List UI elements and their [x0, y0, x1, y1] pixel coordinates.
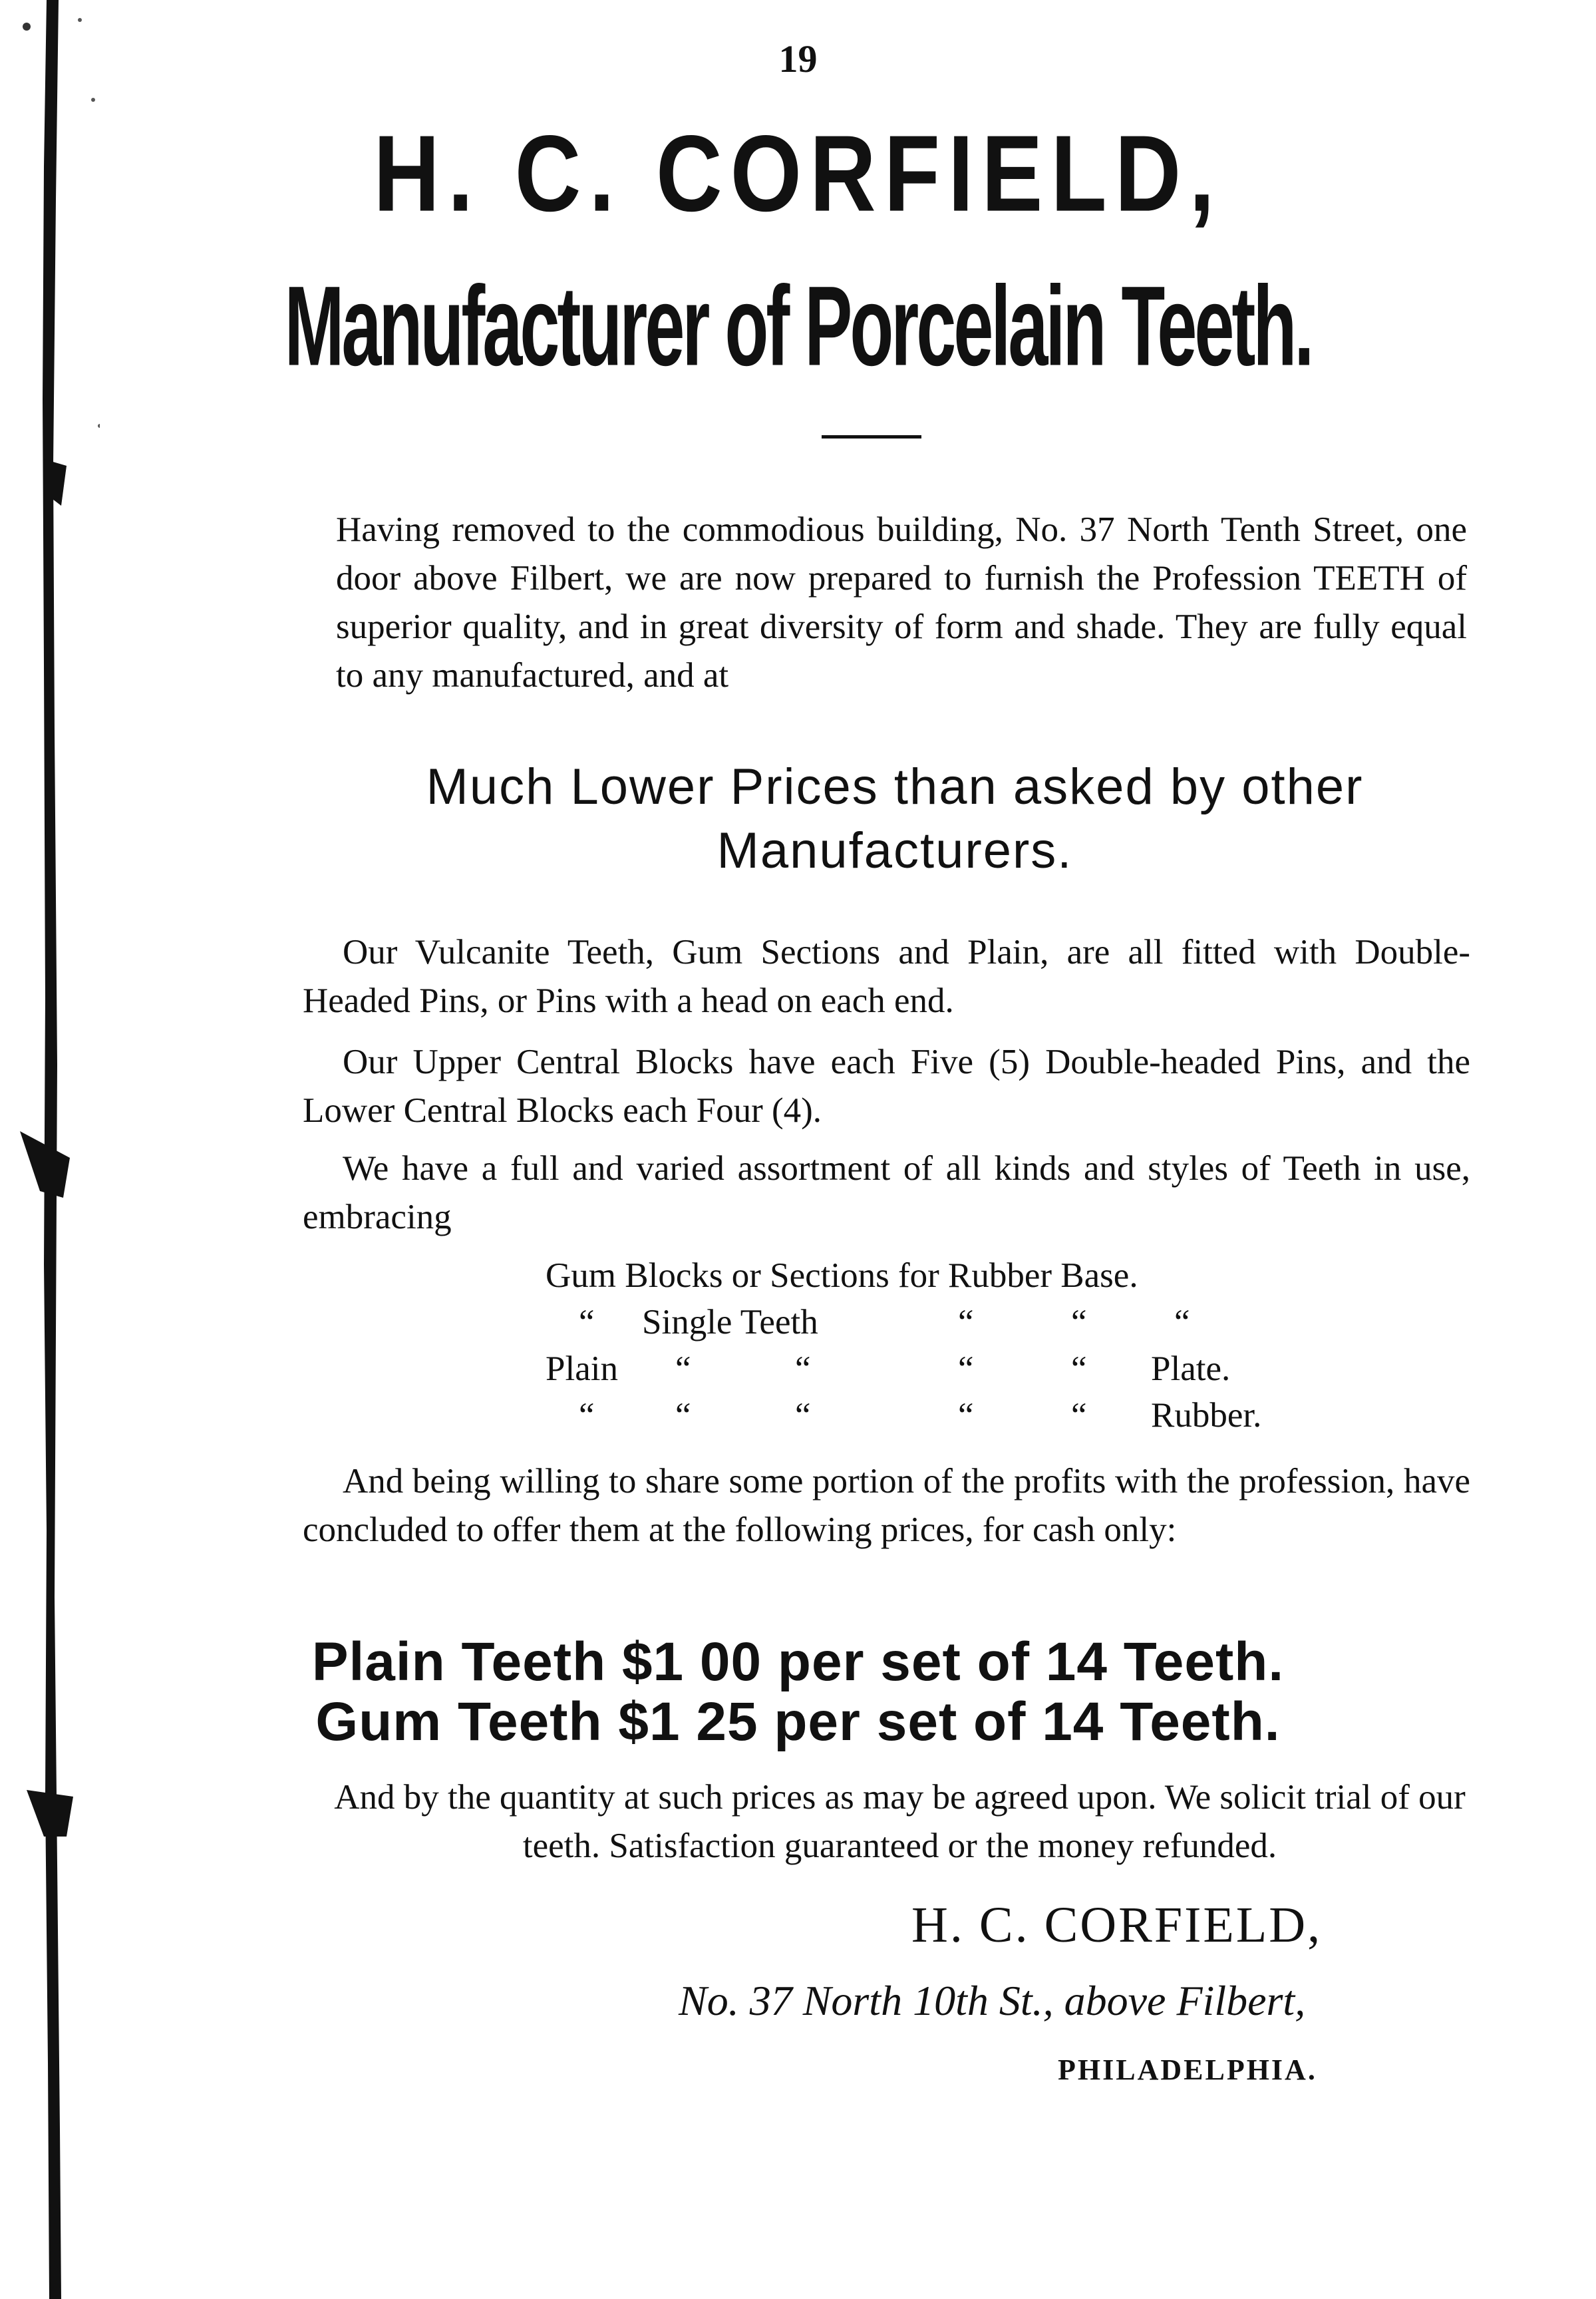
ditto-mark: “	[579, 1396, 595, 1435]
signature-address: No. 37 North 10th St., above Filbert,	[679, 1977, 1306, 2024]
ditto-mark: “	[795, 1396, 811, 1435]
quantity-paragraph: And by the quantity at such prices as may be agreed upon. We solicit trial of our teeth. Satisfaction guaranteed or the money refunded.	[334, 1778, 1466, 1865]
signature-name: H. C. CORFIELD,	[911, 1897, 1323, 1953]
ditto-mark: “	[1174, 1303, 1190, 1341]
profit-sharing-paragraph: And being willing to share some portion of the profits with the profession, have concluded to offer them at the following prices, for cash only:	[303, 1462, 1470, 1549]
lower-prices-headline: Much Lower Prices than asked by other Manufacturers.	[426, 759, 1364, 879]
vulcanite-paragraph: Our Vulcanite Teeth, Gum Sections and Plain, are all fitted with Double-Headed Pins, or Pins with a head on each end.	[303, 933, 1470, 1020]
ditto-mark: “	[675, 1396, 691, 1435]
ditto-mark: “	[1071, 1349, 1087, 1388]
plain-teeth-price: Plain Teeth $1 00 per set of 14 Teeth.	[311, 1632, 1285, 1692]
divider-rule	[822, 435, 921, 439]
list-item-text: Plain	[546, 1349, 618, 1388]
list-item-text: Single Teeth	[642, 1303, 818, 1341]
gum-teeth-price: Gum Teeth $1 25 per set of 14 Teeth.	[315, 1691, 1281, 1752]
ditto-mark: “	[795, 1349, 811, 1388]
list-item-text: Rubber.	[1151, 1396, 1262, 1435]
ditto-mark: “	[675, 1349, 691, 1388]
list-item-text: Gum Blocks or Sections for Rubber Base.	[546, 1256, 1138, 1295]
ditto-mark: “	[958, 1303, 974, 1341]
assortment-paragraph: We have a full and varied assortment of all kinds and styles of Teeth in use, embracing	[303, 1149, 1470, 1236]
signature-city: PHILADELPHIA.	[1058, 2053, 1317, 2086]
central-blocks-paragraph: Our Upper Central Blocks have each Five (5) Double-headed Pins, and the Lower Central Blocks each Four (4).	[303, 1043, 1470, 1130]
company-name-heading: H. C. CORFIELD,	[373, 113, 1223, 235]
page-number: 19	[778, 37, 818, 81]
ditto-mark: “	[958, 1396, 974, 1435]
trade-heading: Manufacturer of Porcelain Teeth.	[284, 263, 1312, 390]
intro-paragraph: Having removed to the commodious building, No. 37 North Tenth Street, one door above Filbert, we are now prepared to furnish the Profession TEETH of superior quality, and in great diversity of form and shade. They are fully equal to any manufactured, and at	[336, 510, 1467, 695]
ditto-mark: “	[1071, 1303, 1087, 1341]
list-item-text: Plate.	[1151, 1349, 1231, 1388]
ditto-mark: “	[579, 1303, 595, 1341]
ditto-mark: “	[958, 1349, 974, 1388]
ditto-mark: “	[1071, 1396, 1087, 1435]
